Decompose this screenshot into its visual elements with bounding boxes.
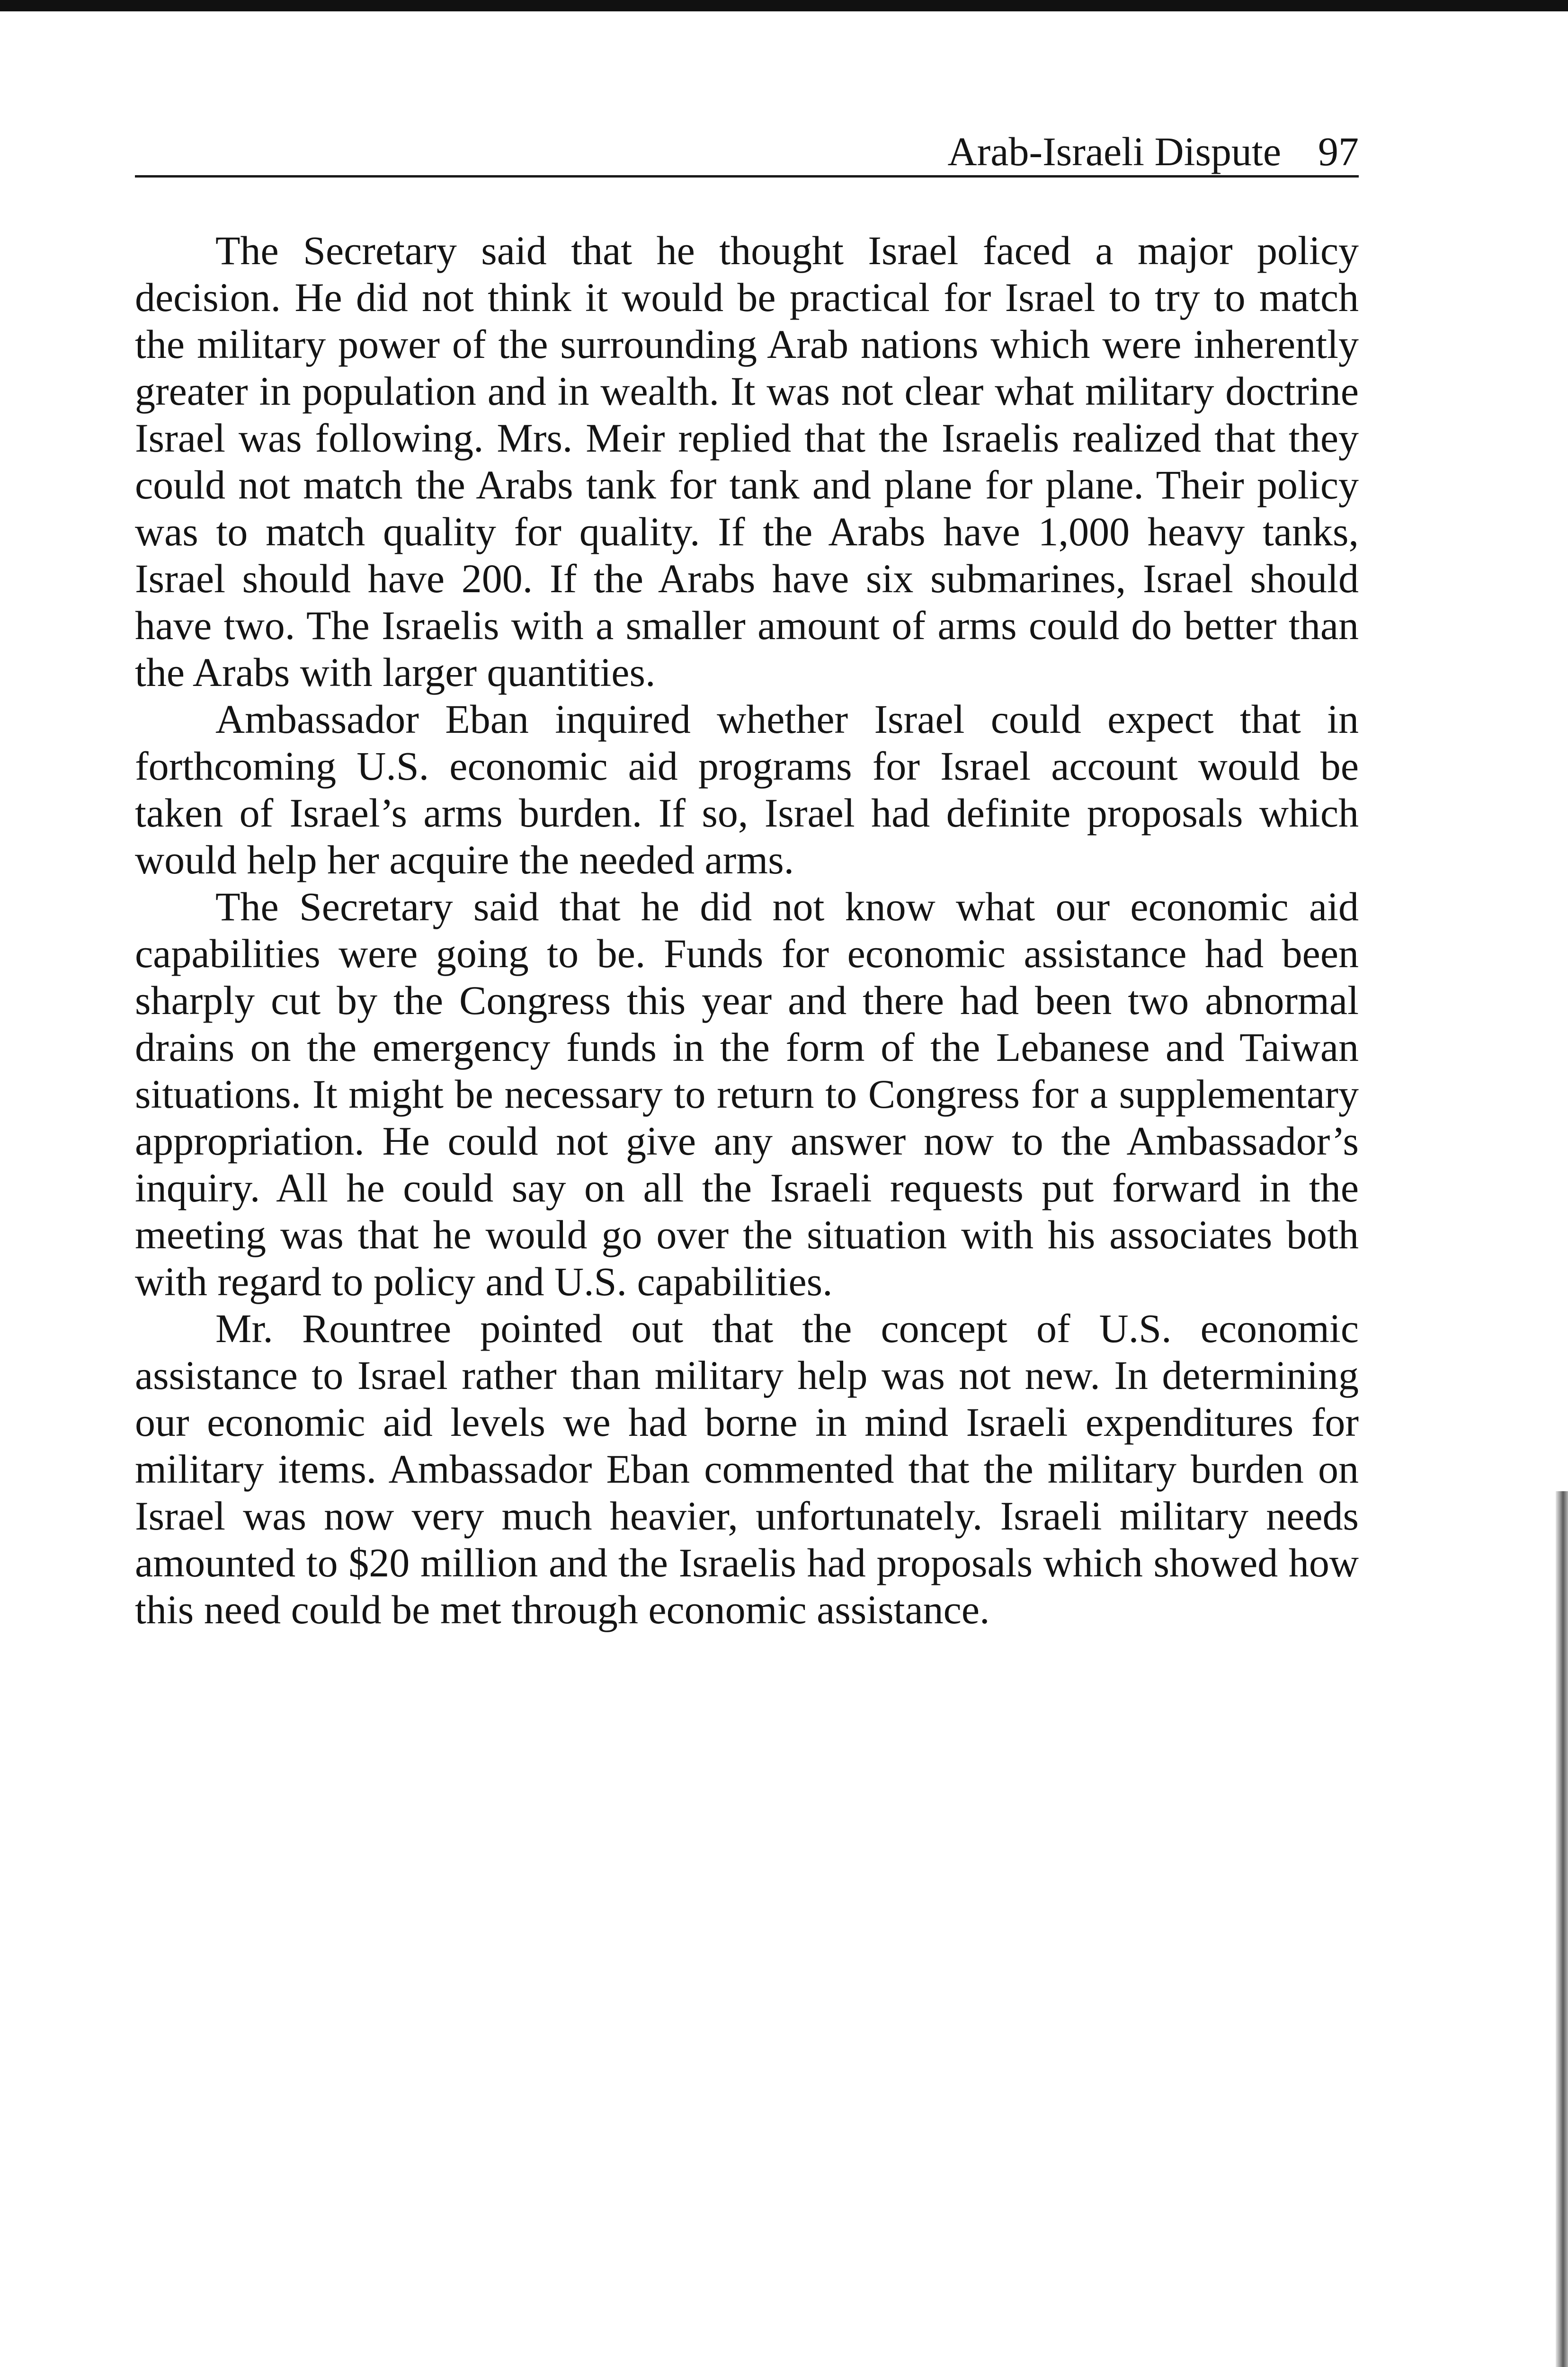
paragraph: The Secretary said that he did not know what our economic aid capabilities were going to be. Funds for economic assistance had been sharply cut by the Congress this year and there had been two abnormal drains on the emergency funds in the form of the Lebanese and Taiwan situations. It might be necessary to return to Congress for a supplementary appropriation. He could not give any answer now to the Ambassador’s inquiry. All he could say on all the Israeli requests put forward in the meeting was that he would go over the situation with his associates both with regard to policy and U.S. capabilities. [135,884,1359,1304]
scan-right-edge [1556,1491,1568,2367]
body-text [135,227,1359,1633]
paragraph: Ambassador Eban inquired whether Israel could expect that in forthcoming U.S. economic aid programs for Israel account would be taken of Israel’s arms burden. If so, Israel had definite proposals which would help her acquire the needed arms. [135,696,1359,882]
scan-top-edge [0,0,1568,11]
paragraph: Mr. Rountree pointed out that the concept of U.S. economic assistance to Israel rather than military help was not new. In determining our economic aid levels we had borne in mind Israeli expenditures for military items. Ambassador Eban commented that the military burden on Israel was now very much heavier, unfortunately. Israeli military needs amounted to $20 million and the Israelis had proposals which showed how this need could be met through economic assistance. [135,1306,1359,1632]
paragraph: The Secretary said that he thought Israel faced a major policy decision. He did not think it would be practical for Israel to try to match the military power of the surrounding Arab nations which were inherently greater in population and in wealth. It was not clear what military doctrine Israel was following. Mrs. Meir replied that the Israelis realized that they could not match the Arabs tank for tank and plane for plane. Their policy was to match quality for quality. If the Arabs have 1,000 heavy tanks, Israel should have 200. If the Arabs have six submarines, Israel should have two. The Israelis with a smaller amount of arms could do better than the Arabs with larger quantities. [135,228,1359,695]
running-title: Arab-Israeli Dispute [947,129,1281,174]
running-header [135,128,1359,178]
page-number: 97 [1318,129,1359,174]
